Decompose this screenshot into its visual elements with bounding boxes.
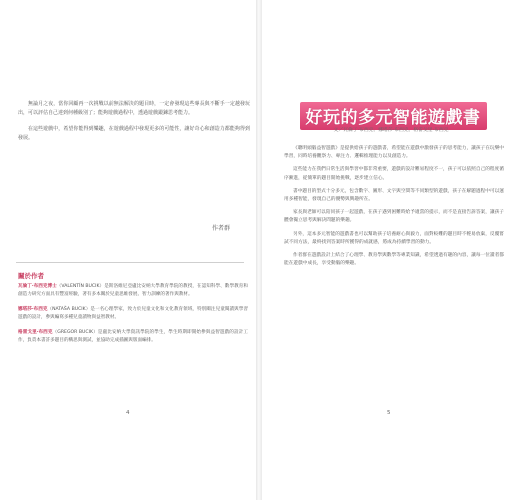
bio-entry: 格雷戈里‧布西克（GREGOR BUCIK）是盧比安納大學資訊學院的學生，學生時期即開始參與益智遊戲的設計工作，負責本書許多題目的構思與測試，並協助完成插圖與版面編排。 (18, 329, 248, 344)
bio-text: 是一名心理學家，致力於兒童文化和文化教育領域，特別關注兒童閱讀與學習遊戲的設計，參與編寫多種兒童讀物與益智教材。 (18, 306, 248, 321)
bio-entry: 娜塔莎‧布西克（NATAŠA BUCIK）是一名心理學家，致力於兒童文化和文化教育領域，特別關注兒童閱讀與學習遊戲的設計，參與編寫多種兒童讀物與益智教材。 (18, 306, 248, 321)
page-number: 5 (387, 410, 391, 416)
author-signature: 作者群 (211, 225, 230, 232)
bio-name: 瓦倫丁‧布西克博士 (18, 284, 57, 289)
body-paragraph: 作者群在遊戲設計上結合了心理學、教育學與數學等專業知識，希望透過有趣的內容，讓每一位讀者都能在遊戲中成長，享受動腦的樂趣。 (284, 253, 504, 267)
bio-latin-name: NATAŠA BUCIK (52, 306, 86, 312)
bio-text: 是斯洛維尼亞盧比安納大學教育學院的教授，在認知科學、數學教育和創造力研究方面具有豐富經驗，著有多本關於兒童思維發展、智力訓練的著作與教材。 (18, 284, 248, 298)
byline: 文／瓦倫丁‧布西克、娜塔莎‧布西克、格雷戈里‧布西克 (333, 128, 449, 133)
bio-latin-name: VALENTÍN BUCIK (61, 284, 100, 289)
bio-text: 是盧比安納大學資訊學院的學生，學生時期即開始參與益智遊戲的設計工作，負責本書許多題目的構思與測試，並協助完成插圖與版面編排。 (18, 329, 248, 344)
body-paragraph: 另外，這本多元智能的遊戲書也可以幫助孩子培養耐心與毅力，面對較難的題目時不輕易放棄，反覆嘗試不同方法，最終找到答案時所獲得的成就感，將成為持續學習的動力。 (284, 231, 504, 245)
left-page (0, 0, 256, 500)
page-number: 4 (126, 410, 130, 416)
intro-paragraph: 無論月之夜，當你回顧再一次挑戰以前無法解決的題目時，一定會發現這些專長與不斷手一定越發玩出，可以評估自己達到何種級別了；能夠遊戲過程中，透過遊戲鍛鍊思考能力。 (18, 101, 250, 117)
author-bios (18, 283, 248, 351)
chapter-title: 好玩的多元智能遊戲書 (300, 102, 487, 130)
bio-latin-name: GREGOR BUCIK (57, 329, 93, 335)
intro-paragraph: 在這些遊戲中，希望你能得到樂趣，在遊戲過程中發現更多的可能性，讓好奇心和創造力都能夠得到發展。 (18, 125, 250, 142)
bio-entry: 瓦倫丁‧布西克博士（VALENTÍN BUCIK）是斯洛維尼亞盧比安納大學教育學院的教授，在認知科學、數學教育和創造力研究方面具有豐富經驗，著有多本關於兒童思維發展、智力訓練的著作與教材。 (18, 284, 248, 298)
body-paragraph: 這些能力在我們日常生活與學習中都非常重要，遊戲的設計難易程度不一，孩子可以依照自己的程度循序漸進，從簡單的題目開始挑戰，逐步建立信心。 (284, 167, 504, 181)
bio-heading: 關於作者 (18, 272, 44, 280)
body-paragraph: 《聰明頭腦益智遊戲》是提供給孩子的遊戲書，希望能在遊戲中激發孩子的思考能力，讓孩子在玩樂中學習，同時培養觀察力、專注力、邏輯推理能力以及創造力。 (284, 146, 504, 160)
body-paragraph: 家長與老師可以陪同孩子一起遊戲，在孩子遇到困難時給予適當的提示，而不是直接告訴答案，讓孩子體會獨立思考與解決問題的樂趣。 (284, 210, 504, 224)
intro-text (18, 100, 250, 150)
body-text (284, 145, 504, 273)
right-page (262, 0, 520, 500)
bio-name: 娜塔莎‧布西克 (18, 306, 48, 312)
bio-name: 格雷戈里‧布西克 (18, 329, 53, 335)
body-paragraph: 書中題目的型式十分多元，包含數字、圖形、文字與空間等不同類型的遊戲，孩子在解題過程中可以運用多種智能，發現自己的優勢與興趣所在。 (284, 188, 504, 203)
section-divider (16, 262, 244, 263)
